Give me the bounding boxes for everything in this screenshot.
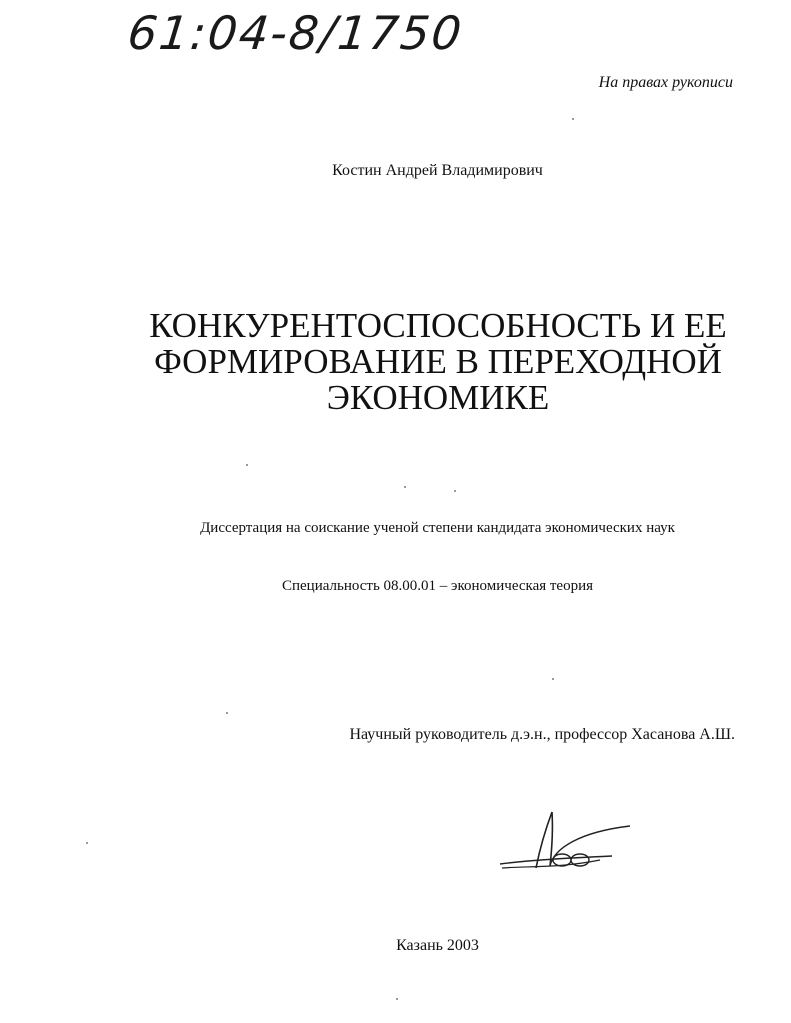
specialty-line: Специальность 08.00.01 – экономическая теория bbox=[281, 578, 594, 594]
scan-speck bbox=[246, 464, 248, 466]
scan-speck bbox=[396, 998, 398, 1000]
title-line-1: КОНКУРЕНТОСПОСОБНОСТЬ И ЕЕ bbox=[149, 306, 727, 345]
signature-image bbox=[490, 808, 630, 880]
archive-number-handwritten: 61:04-8/1750 bbox=[125, 6, 466, 60]
scan-speck bbox=[454, 490, 456, 492]
scan-speck bbox=[572, 118, 574, 120]
supervisor-line: Научный руководитель д.э.н., профессор Хасанова А.Ш. bbox=[349, 726, 735, 743]
dissertation-title bbox=[130, 308, 746, 416]
scan-speck bbox=[552, 678, 554, 680]
title-line-3: ЭКОНОМИКЕ bbox=[326, 378, 550, 417]
title-line-2: ФОРМИРОВАНИЕ В ПЕРЕХОДНОЙ bbox=[154, 342, 722, 381]
scan-speck bbox=[404, 486, 406, 488]
scan-speck bbox=[226, 712, 228, 714]
scan-speck bbox=[86, 842, 88, 844]
rights-note: На правах рукописи bbox=[598, 74, 733, 91]
author-name: Костин Андрей Владимирович bbox=[332, 162, 543, 179]
city-year: Казань 2003 bbox=[396, 937, 479, 954]
dissertation-degree-line: Диссертация на соискание ученой степени кандидата экономических наук bbox=[200, 520, 675, 536]
